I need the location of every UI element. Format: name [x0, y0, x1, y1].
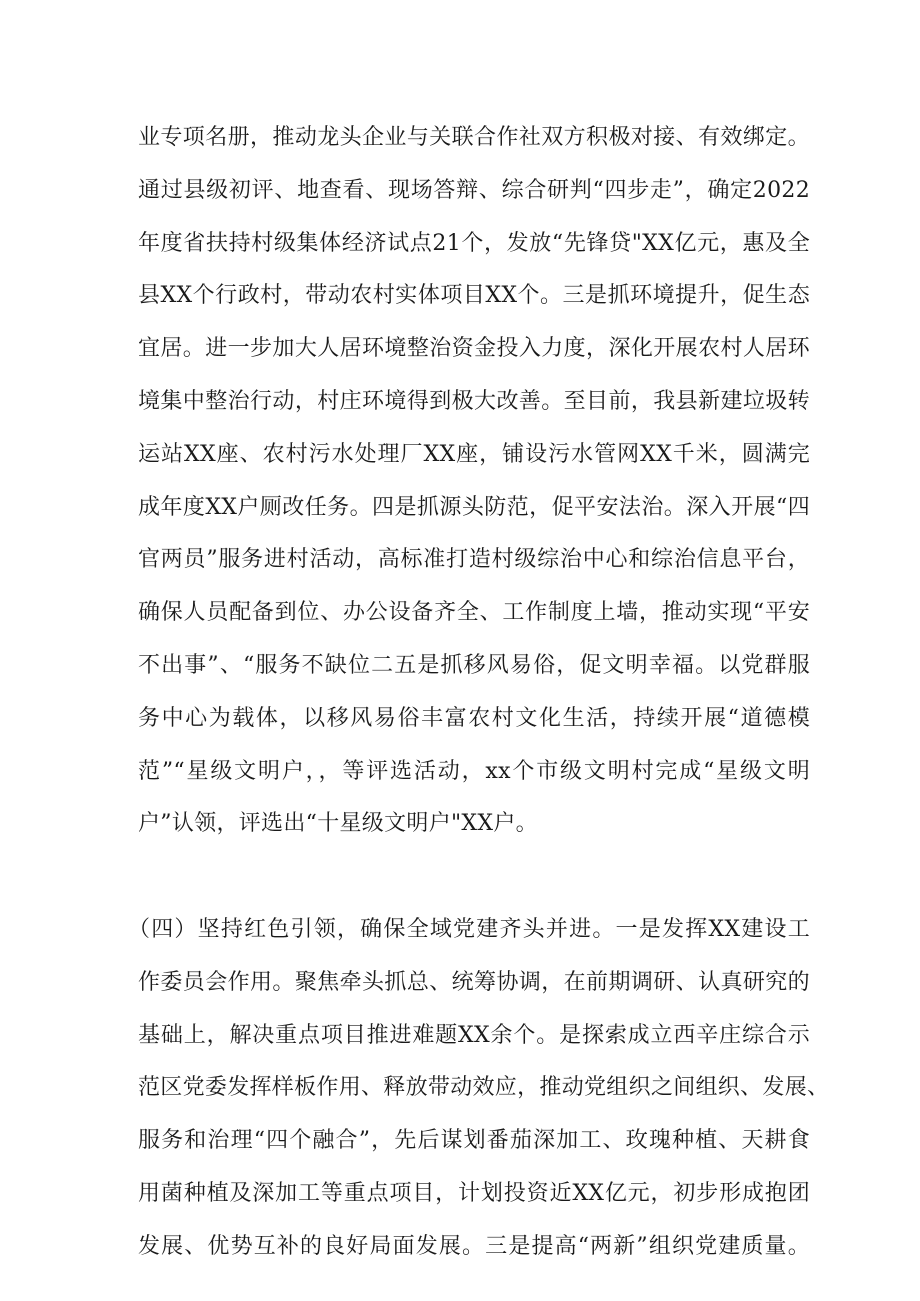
- text-line: 业专项名册，推动龙头企业与关联合作社双方积极对接、有效绑定。: [138, 125, 810, 150]
- text-line: 发展、优势互补的良好局面发展。三是提高“两新”组织党建质量。: [138, 1233, 810, 1259]
- paragraph-1: [138, 112, 810, 851]
- text-line: 务中心为载体，以移风易俗丰富农村文化生活，持续开展“道德模: [138, 705, 810, 731]
- text-line: 不出事”、“服务不缺位二五是抓移风易俗，促文明幸福。以党群服: [138, 652, 810, 678]
- text-line: 基础上，解决重点项目推进难题XX余个。是探索成立西辛庄综合示: [138, 1022, 810, 1048]
- text-line: 宜居。进一步加大人居环境整治资金投入力度，深化开展农村人居环: [138, 336, 810, 362]
- text-line: 作委员会作用。聚焦牵头抓总、统筹协调，在前期调研、认真研究的: [138, 969, 810, 995]
- paragraph-2: [128, 904, 830, 1274]
- text-line: 境集中整治行动，村庄环境得到极大改善。至目前，我县新建垃圾转: [138, 388, 810, 414]
- text-line: 服务和治理“四个融合”，先后谋划番茄深加工、玫瑰种植、天耕食: [138, 1128, 810, 1154]
- text-line: 确保人员配备到位、办公设备齐全、工作制度上墙，推动实现“平安: [138, 600, 810, 626]
- text-line: 运站XX座、农村污水处理厂XX座，铺设污水管网XX千米，圆满完: [138, 441, 810, 467]
- text-line: 县XX个行政村，带动农村实体项目XX个。三是抓环境提升，促生态: [138, 283, 810, 309]
- text-line: 范区党委发挥样板作用、释放带动效应，推动党组织之间组织、发展、: [138, 1075, 830, 1101]
- text-line: 官两员”服务进村活动，高标准打造村级综治中心和综治信息平台，: [138, 547, 810, 573]
- text-line: 范”“星级文明户，，等评选活动，xx个市级文明村完成“星级文明: [138, 758, 810, 784]
- text-line: 成年度XX户厕改任务。四是抓源头防范，促平安法治。深入开展“四: [138, 494, 810, 520]
- text-line: （四）坚持红色引领，确保全域党建齐头并进。一是发挥XX建设工: [128, 917, 810, 942]
- text-line: 户”认领，评选出“十星级文明户"XX户。: [138, 811, 538, 837]
- text-line: 用菌种植及深加工等重点项目，计划投资近XX亿元，初步形成抱团: [138, 1180, 810, 1206]
- text-line: 年度省扶持村级集体经济试点21个，发放“先锋贷"XX亿元，惠及全: [138, 230, 810, 256]
- text-line: 通过县级初评、地查看、现场答辩、综合研判“四步走”，确定2022: [138, 177, 810, 203]
